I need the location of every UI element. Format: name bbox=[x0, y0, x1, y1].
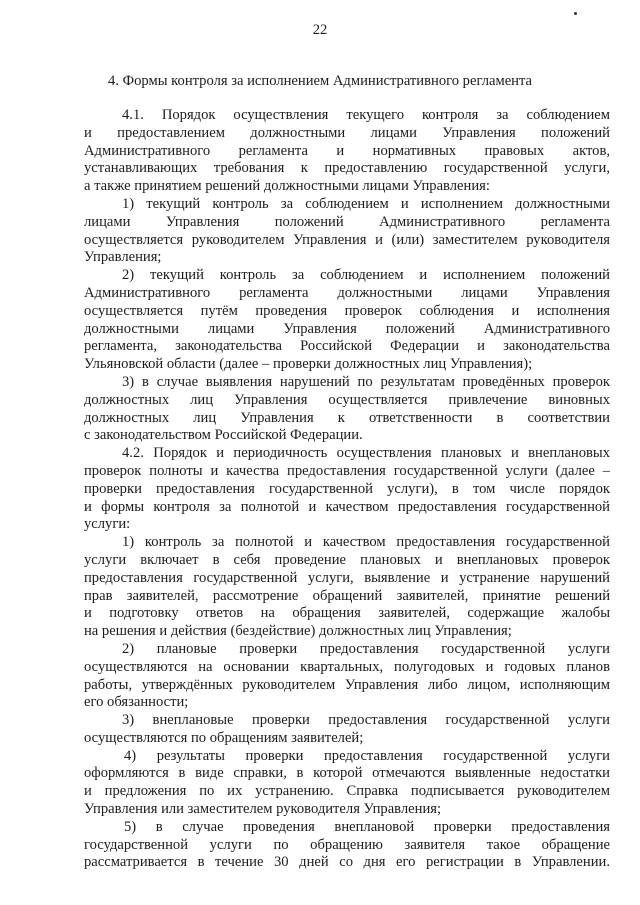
text-line: Управления или заместителем руководителя Управления; bbox=[84, 801, 442, 818]
text-line: осуществляются по обращениям заявителей; bbox=[84, 729, 364, 746]
text-line: Управления; bbox=[84, 249, 162, 266]
text-line: его обязанности; bbox=[84, 694, 189, 711]
text-line: оформляются в виде справки, в которой отмечаются выявленные недостатки bbox=[84, 765, 610, 782]
text-line: проверки предоставления государственной услуги), в том числе порядок bbox=[84, 480, 610, 497]
text-line: 2) плановые проверки предоставления государственной услуги bbox=[122, 640, 610, 657]
text-line: должностными лицами Управления положений Административного bbox=[84, 320, 610, 337]
text-line: 3) в случае выявления нарушений по результатам проведённых проверок bbox=[122, 373, 610, 390]
text-line: устанавливающих требования к предоставлению государственной услуги, bbox=[84, 160, 610, 177]
text-line: осуществляются на основании квартальных, полугодовых и годовых планов bbox=[84, 658, 610, 675]
text-line: государственной услуги по обращению заявителя такое обращение bbox=[84, 836, 610, 853]
text-line: 4) результаты проверки предоставления государственной услуги bbox=[124, 747, 610, 764]
page-number: 22 bbox=[312, 22, 328, 38]
text-line: осуществляется путём проведения проверок соблюдения и исполнения bbox=[84, 302, 610, 319]
text-line: 1) текущий контроль за соблюдением и исполнением должностными bbox=[122, 195, 610, 212]
text-line: проверок полноты и качества предоставления государственной услуги (далее – bbox=[84, 462, 610, 479]
scan-dot bbox=[574, 12, 577, 15]
text-line: услуги включает в себя проведение плановых и внеплановых проверок bbox=[84, 551, 610, 568]
text-line: 3) внеплановые проверки предоставления государственной услуги bbox=[122, 712, 610, 729]
text-line: и предоставлением должностными лицами Управления положений bbox=[84, 124, 610, 141]
text-line: с законодательством Российской Федерации. bbox=[84, 427, 363, 444]
text-line: на решения и действия (бездействие) должностных лиц Управления; bbox=[84, 623, 512, 640]
text-line: и подготовку ответов на обращения заявителей, содержащие жалобы bbox=[84, 605, 610, 622]
text-line: Ульяновской области (далее – проверки должностных лиц Управления); bbox=[84, 356, 533, 373]
text-line: и формы контроля за полнотой и качеством предоставления государственной bbox=[84, 498, 610, 515]
text-line: прав заявителей, рассмотрение обращений заявителей, принятие решений bbox=[84, 587, 610, 604]
text-line: Административного регламента должностными лицами Управления bbox=[84, 284, 610, 301]
section-heading: 4. Формы контроля за исполнением Административного регламента bbox=[107, 73, 533, 89]
text-line: услуги: bbox=[84, 516, 131, 533]
text-line: должностных лиц Управления к ответственности в соответствии bbox=[84, 409, 610, 426]
text-line: регламента, законодательства Российской Федерации и законодательства bbox=[84, 338, 610, 355]
text-line: 4.2. Порядок и периодичность осуществления плановых и внеплановых bbox=[122, 445, 610, 462]
text-line: рассматривается в течение 30 дней со дня его регистрации в Управлении. bbox=[84, 854, 610, 871]
text-line: должностных лиц Управления осуществляется привлечение виновных bbox=[84, 391, 610, 408]
text-line: 2) текущий контроль за соблюдением и исполнением положений bbox=[122, 267, 610, 284]
text-line: 5) в случае проведения внеплановой проверки предоставления bbox=[124, 818, 610, 835]
body-text bbox=[84, 107, 610, 872]
text-line: и предложения по их устранению. Справка подписывается руководителем bbox=[84, 783, 610, 800]
text-line: 4.1. Порядок осуществления текущего контроля за соблюдением bbox=[122, 107, 610, 123]
text-line: 1) контроль за полнотой и качеством предоставления государственной bbox=[122, 534, 610, 551]
text-line: Административного регламента и нормативных правовых актов, bbox=[84, 142, 610, 159]
text-line: а также принятием решений должностными лицами Управления: bbox=[84, 178, 490, 195]
text-line: осуществляется руководителем Управления и (или) заместителем руководителя bbox=[84, 231, 610, 248]
text-line: предоставления государственной услуги, выявление и устранение нарушений bbox=[84, 569, 610, 586]
text-line: лицами Управления положений Административного регламента bbox=[84, 213, 610, 230]
text-line: работы, утверждённых руководителем Управления либо лицом, исполняющим bbox=[84, 676, 610, 693]
